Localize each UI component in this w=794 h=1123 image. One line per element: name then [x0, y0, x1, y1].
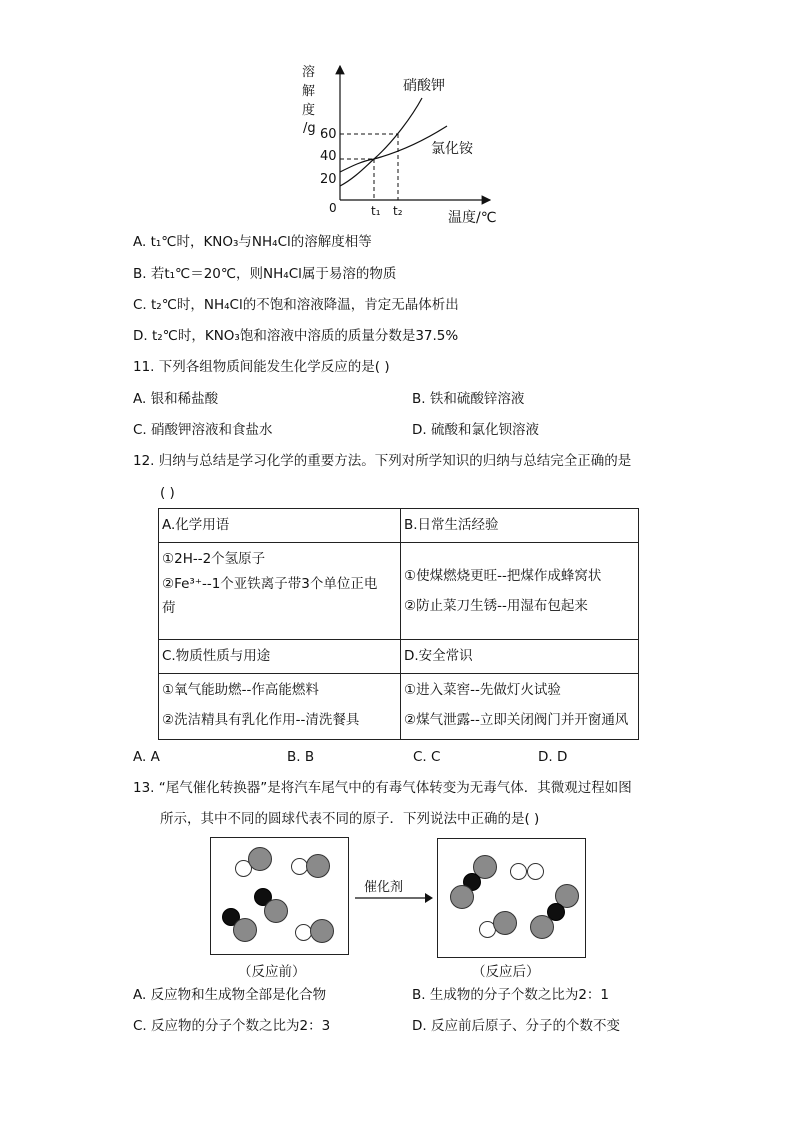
q12-stem-cont: ( )	[160, 485, 175, 501]
reaction-before-box	[210, 837, 349, 955]
origin-label: 0	[329, 201, 337, 215]
grey-atom	[248, 847, 272, 871]
q12-stem: 12. 归纳与总结是学习化学的重要方法。下列对所学知识的归纳与总结完全正确的是	[133, 453, 632, 469]
q12-option-d[interactable]: D. D	[538, 749, 568, 765]
cell-a-head: A.化学用语	[162, 517, 230, 533]
y-axis-label	[302, 64, 316, 136]
cell-a-line2: ②Fe³⁺--1个亚铁离子带3个单位正电	[162, 576, 378, 592]
grey-atom	[530, 915, 554, 939]
cell-d-head: D.安全常识	[404, 648, 473, 664]
x-tick-label: t₂	[393, 204, 403, 218]
y-axis-label-part: 解	[302, 84, 316, 99]
x-tick-label: t₁	[371, 204, 381, 218]
grey-atom	[450, 885, 474, 909]
series-label: 硝酸钾	[403, 78, 445, 94]
q13-option-d[interactable]: D. 反应前后原子、分子的个数不变	[412, 1018, 620, 1034]
y-axis-label-part: /g	[303, 121, 316, 136]
series-line-kno3	[340, 98, 422, 186]
grey-atom	[310, 919, 334, 943]
q12-option-b[interactable]: B. B	[287, 749, 315, 765]
q11-option-b[interactable]: B. 铁和硫酸锌溶液	[412, 391, 525, 407]
y-tick-label: 60	[320, 127, 337, 142]
y-tick-label: 40	[320, 149, 337, 164]
q11-option-a[interactable]: A. 银和稀盐酸	[133, 391, 219, 407]
q13-stem: 13. “尾气催化转换器”是将汽车尾气中的有毒气体转变为无毒气体．其微观过程如图	[133, 780, 632, 796]
x-axis-label: 温度/℃	[448, 210, 497, 226]
catalyst-label: 催化剂	[364, 880, 404, 895]
q10-option-a[interactable]: A. t₁℃时，KNO₃与NH₄Cl的溶解度相等	[133, 234, 372, 250]
y-axis-label-part: 溶	[302, 65, 316, 80]
grey-atom	[233, 918, 257, 942]
cell-b-line1: ①使煤燃烧更旺--把煤作成蜂窝状	[404, 568, 602, 584]
y-tick-label: 20	[320, 172, 337, 187]
q12-option-a[interactable]: A. A	[133, 749, 160, 765]
q11-option-c[interactable]: C. 硝酸钾溶液和食盐水	[133, 422, 273, 438]
white-atom	[510, 863, 527, 880]
cell-c-head: C.物质性质与用途	[162, 648, 271, 664]
q10-option-b[interactable]: B. 若t₁℃＝20℃，则NH₄Cl属于易溶的物质	[133, 266, 397, 282]
solubility-chart	[0, 0, 794, 230]
reaction-after-box	[437, 838, 586, 958]
grey-atom	[493, 911, 517, 935]
cell-a-line1: ①2H--2个氢原子	[162, 551, 266, 567]
q13-option-b[interactable]: B. 生成物的分子个数之比为2：1	[412, 987, 610, 1003]
q13-stem-cont: 所示，其中不同的圆球代表不同的原子．下列说法中正确的是( )	[160, 811, 540, 827]
cell-b-head: B.日常生活经验	[404, 517, 499, 533]
cell-b-line2: ②防止菜刀生锈--用湿布包起来	[404, 598, 588, 614]
grey-atom	[306, 854, 330, 878]
q11-option-d[interactable]: D. 硫酸和氯化钡溶液	[412, 422, 539, 438]
after-caption: （反应后）	[472, 964, 540, 980]
grey-atom	[264, 899, 288, 923]
q13-option-a[interactable]: A. 反应物和生成物全部是化合物	[133, 987, 327, 1003]
reaction-arrow	[355, 892, 433, 904]
cell-a-line3: 荷	[162, 600, 176, 616]
q10-option-d[interactable]: D. t₂℃时，KNO₃饱和溶液中溶质的质量分数是37.5%	[133, 328, 459, 344]
cell-c-line2: ②洗洁精具有乳化作用--清洗餐具	[162, 712, 360, 728]
before-caption: （反应前）	[238, 964, 306, 980]
cell-d-line1: ①进入菜窖--先做灯火试验	[404, 682, 561, 698]
y-axis-label-part: 度	[302, 103, 316, 118]
cell-c-line1: ①氧气能助燃--作高能燃料	[162, 682, 319, 698]
q12-table	[158, 508, 639, 740]
q10-option-c[interactable]: C. t₂℃时，NH₄Cl的不饱和溶液降温，肯定无晶体析出	[133, 297, 459, 313]
q12-option-c[interactable]: C. C	[413, 749, 441, 765]
cell-d-line2: ②煤气泄露--立即关闭阀门并开窗通风	[404, 712, 629, 728]
q11-stem: 11. 下列各组物质间能发生化学反应的是( )	[133, 359, 390, 375]
white-atom	[527, 863, 544, 880]
q13-option-c[interactable]: C. 反应物的分子个数之比为2：3	[133, 1018, 331, 1034]
series-label: 氯化铵	[431, 141, 473, 157]
